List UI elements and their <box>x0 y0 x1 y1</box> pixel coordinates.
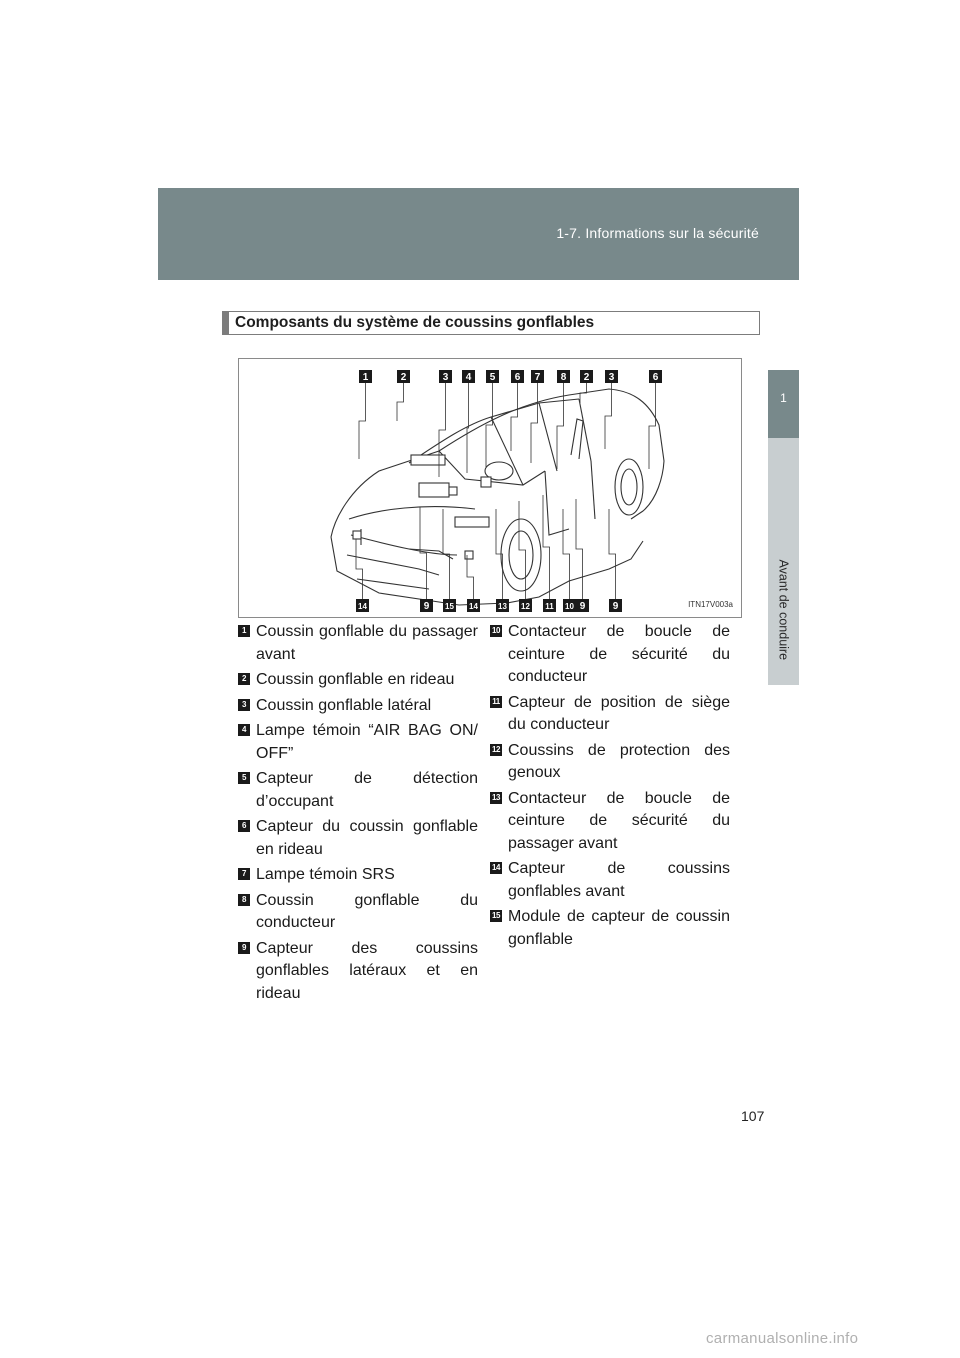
diagram-callout-top <box>605 370 618 383</box>
diagram-callout-bottom <box>563 599 576 612</box>
diagram-callout-bottom <box>496 599 509 612</box>
legend-number-badge: 1 <box>238 625 250 637</box>
svg-text:6: 6 <box>652 372 659 383</box>
svg-text:11: 11 <box>545 602 554 611</box>
legend-item <box>490 740 730 785</box>
svg-text:15: 15 <box>445 602 454 611</box>
callout-leader-line <box>609 509 616 599</box>
legend-text: Contacteur de boucle de ceinture de sécurité du passager avant <box>508 789 730 852</box>
diagram-callout-bottom <box>356 599 369 612</box>
callout-leader-line <box>356 539 363 599</box>
legend-item <box>490 692 730 737</box>
legend-left-column <box>238 621 478 1008</box>
airbag-diagram <box>238 358 742 618</box>
header-band <box>158 188 799 280</box>
legend-text: Coussins de protection des genoux <box>508 741 730 781</box>
callout-leader-line <box>443 509 450 599</box>
svg-text:2: 2 <box>400 372 407 383</box>
chapter-tab <box>768 370 799 438</box>
callout-leader-line <box>486 383 493 467</box>
svg-text:9: 9 <box>612 601 619 612</box>
legend-number-badge: 15 <box>490 910 502 922</box>
legend-text: Module de capteur de coussin gonflable <box>508 908 730 948</box>
legend-number-badge: 3 <box>238 699 250 711</box>
callout-leader-line <box>649 383 656 469</box>
diagram-callout-bottom <box>519 599 532 612</box>
svg-text:9: 9 <box>579 601 586 612</box>
section-reference: 1-7. Informations sur la sécurité <box>556 225 759 241</box>
legend-text: Capteur du coussin gonflable en rideau <box>256 818 478 858</box>
diagram-callout-top <box>397 370 410 383</box>
diagram-callout-top <box>439 370 452 383</box>
diagram-callout-bottom <box>420 599 433 612</box>
svg-text:14: 14 <box>358 602 367 611</box>
legend-text: Lampe témoin “AIR BAG ON/ OFF” <box>256 722 478 762</box>
legend-text: Capteur des coussins gonflables latéraux et en rideau <box>256 939 478 1002</box>
diagram-code: ITN17V003a <box>688 600 733 609</box>
section-title: Composants du système de coussins gonflables <box>235 314 595 331</box>
callout-leader-line <box>531 383 538 463</box>
callout-leader-line <box>496 509 503 599</box>
legend-item <box>490 621 730 689</box>
diagram-callout-bottom <box>543 599 556 612</box>
callout-layer <box>356 370 662 612</box>
legend-text: Capteur de coussins gonflables avant <box>508 860 730 900</box>
svg-text:4: 4 <box>465 372 472 383</box>
callout-leader-line <box>467 383 469 473</box>
legend-number-badge: 9 <box>238 942 250 954</box>
legend-number-badge: 2 <box>238 673 250 685</box>
legend-item <box>238 768 478 813</box>
callout-leader-line <box>605 383 612 449</box>
legend-item <box>238 938 478 1006</box>
legend-text: Capteur de détection d’occupant <box>256 770 478 810</box>
car-outline <box>331 389 664 605</box>
chapter-number: 1 <box>780 391 787 405</box>
car-illustration <box>239 359 741 617</box>
diagram-callout-top <box>531 370 544 383</box>
svg-text:9: 9 <box>423 601 430 612</box>
legend-item <box>238 720 478 765</box>
diagram-callout-top <box>511 370 524 383</box>
legend-item <box>238 890 478 935</box>
legend-item <box>490 906 730 951</box>
legend-number-badge: 13 <box>490 792 502 804</box>
legend-item <box>238 621 478 666</box>
svg-text:12: 12 <box>521 602 530 611</box>
callout-leader-line <box>511 383 518 451</box>
legend-number-badge: 8 <box>238 894 250 906</box>
diagram-callout-bottom <box>467 599 480 612</box>
callout-leader-line <box>576 499 583 599</box>
legend-number-badge: 6 <box>238 820 250 832</box>
legend-item <box>238 864 478 887</box>
callout-leader-line <box>580 383 587 403</box>
callout-leader-line <box>397 383 404 421</box>
legend-item <box>490 788 730 856</box>
section-header <box>222 311 760 335</box>
legend-item <box>238 695 478 718</box>
chapter-label <box>777 560 791 585</box>
diagram-callout-top <box>462 370 475 383</box>
legend-number-badge: 14 <box>490 862 502 874</box>
legend-text: Contacteur de boucle de ceinture de sécurité du conducteur <box>508 623 730 685</box>
svg-text:8: 8 <box>560 372 567 383</box>
legend-item <box>238 816 478 861</box>
legend-number-badge: 12 <box>490 744 502 756</box>
legend-text: Coussin gonflable du conducteur <box>256 891 478 931</box>
callout-leader-line <box>563 509 570 599</box>
diagram-callout-top <box>557 370 570 383</box>
legend-text: Lampe témoin SRS <box>256 866 395 883</box>
legend-text: Coussin gonflable latéral <box>256 696 432 714</box>
callout-leader-line <box>420 507 427 599</box>
legend-text: Capteur de position de siège du conducteur <box>508 693 730 733</box>
svg-text:7: 7 <box>534 372 541 383</box>
diagram-callout-top <box>359 370 372 383</box>
svg-text:14: 14 <box>469 602 478 611</box>
svg-text:6: 6 <box>514 372 521 383</box>
legend-number-badge: 4 <box>238 724 250 736</box>
legend-right-column <box>490 621 730 954</box>
legend-number-badge: 10 <box>490 625 502 637</box>
callout-leader-line <box>467 555 474 599</box>
svg-text:2: 2 <box>583 372 590 383</box>
diagram-callout-top <box>486 370 499 383</box>
callout-leader-line <box>359 383 366 459</box>
legend-item <box>238 669 478 692</box>
svg-text:10: 10 <box>565 602 574 611</box>
legend-item <box>490 858 730 903</box>
legend-text: Coussin gonflable du passager avant <box>256 623 478 663</box>
diagram-callout-top <box>580 370 593 383</box>
legend-number-badge: 7 <box>238 868 250 880</box>
diagram-callout-bottom <box>443 599 456 612</box>
svg-text:5: 5 <box>489 372 496 383</box>
watermark: carmanualsonline.info <box>706 1330 859 1347</box>
page-number: 107 <box>741 1108 765 1124</box>
svg-text:3: 3 <box>608 372 615 383</box>
svg-text:1: 1 <box>362 372 369 383</box>
callout-leader-line <box>519 501 526 599</box>
diagram-callout-bottom <box>609 599 622 612</box>
svg-text:13: 13 <box>498 602 507 611</box>
diagram-callout-bottom <box>576 599 589 612</box>
legend-number-badge: 5 <box>238 772 250 784</box>
legend-text: Coussin gonflable en rideau <box>256 671 455 688</box>
legend-number-badge: 11 <box>490 696 502 708</box>
svg-text:3: 3 <box>442 372 449 383</box>
diagram-callout-top <box>649 370 662 383</box>
callout-leader-line <box>543 495 550 599</box>
